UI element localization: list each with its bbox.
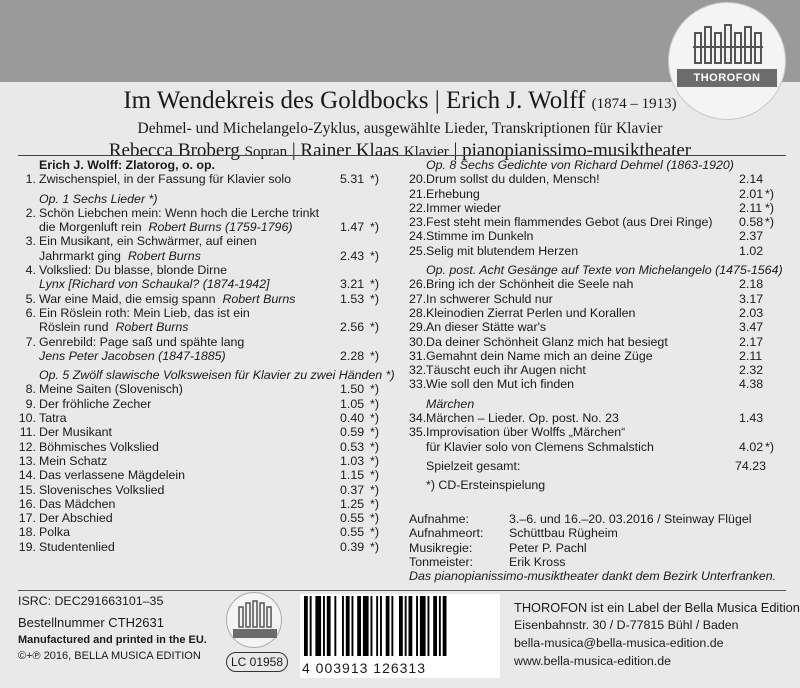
organ-pipes-icon [227,593,283,649]
track-row: 3. Ein Musikant, ein Schwärmer, auf einen [25,234,257,249]
barcode-number: 4 003913 126313 [302,660,426,676]
label-line-1: THOROFON ist ein Label der Bella Musica Edition [514,600,800,615]
subtitle: Dehmel- und Michelangelo-Zyklus, ausgewählte Lieder, Transkriptionen für Klavier [137,120,663,137]
track-row: 27. In schwerer Schuld nur 3.17 [409,291,764,306]
track-row-cont: Lynx [Richard von Schaukal? (1874-1942] 3.21 *) [39,277,379,292]
composer-dates: (1874 – 1913) [591,96,677,112]
section-heading: Op. 1 Sechs Lieder *) [39,191,158,206]
track-row: 18. Polka 0.55 *) [18,525,379,540]
track-row: 25. Selig mit blutendem Herzen 1.02 [409,243,764,258]
track-row: 20. Drum sollst du dulden, Mensch! 2.14 [409,172,764,187]
track-row: 14. Das verlassene Mägdelein 1.15 *) [18,468,379,483]
track-row: 10. Tatra 0.40 *) [18,411,379,426]
title-separator: | [434,87,440,114]
section-heading: Op. 8 Sechs Gedichte von Richard Dehmel (1863-1920) [426,158,734,172]
performer-1-role: Sopran [244,144,288,160]
album-title-line [0,86,800,119]
track-row-cont: Jens Peter Jacobsen (1847-1885) 2.28 *) [39,348,379,363]
track-row: 31. Gemahnt dein Name mich an deine Züge 2.11 [409,348,763,363]
track-row: 26. Bring ich der Schönheit die Seele nah 2.18 [409,277,764,292]
thorofon-small-logo [226,592,282,648]
label-code: LC 01958 [226,652,288,672]
track-row: 1. Zwischenspiel, in der Fassung für Klavier solo 5.31 *) [25,172,379,187]
performer-2-role: Klavier [403,144,449,160]
total-label: Spielzeit gesamt: [426,458,521,473]
track-row: 9. Der fröhliche Zecher 1.05 *) [25,396,379,411]
header-divider [18,155,786,156]
track-row: 17. Der Abschied 0.55 *) [18,511,379,526]
performer-separator: | [453,140,458,161]
label-website[interactable]: www.bella-musica-edition.de [514,654,672,668]
track-row: 4. Volkslied: Du blasse, blonde Dirne [25,263,228,278]
track-row: 11. Der Musikant 0.59 *) [19,425,379,440]
label-address: Eisenbahnstr. 30 / D-77815 Bühl / Baden [514,618,739,632]
track-row: 34. Märchen – Lieder. Op. post. No. 23 1.43 [409,411,764,426]
track-row: 33. Wie soll den Mut ich finden 4.38 [409,377,764,392]
track-row-cont: Jahrmarkt ging Robert Burns 2.43 *) [39,248,379,263]
footnote: *) CD-Ersteinspielung [426,478,546,493]
track-row-cont: Röslein rund Robert Burns 2.56 *) [39,320,379,335]
performer-1-name: Rebecca Broberg [108,140,240,161]
order-number: Bestellnummer CTH2631 [18,615,164,630]
track-row-cont: für Klavier solo von Clemens Schmalstich 4.02 *) [426,439,774,454]
logo-text: THOROFON [677,69,777,87]
title-block [0,86,800,164]
tracklist-right [409,158,789,493]
total-row [409,459,789,473]
track-row: 29. An dieser Stätte war's 3.47 [409,320,764,335]
organ-pipes-icon [691,23,765,67]
album-title: Im Wendekreis des Goldbocks [123,87,429,114]
track-row: 28. Kleinodien Zierrat Perlen und Korallen 2.03 [409,305,764,320]
barcode-bars [300,594,500,658]
ensemble-name: pianopianissimo-musiktheater [462,140,692,161]
manufacture-note: Manufactured and printed in the EU. [18,634,207,646]
track-row: 13. Mein Schatz 1.03 *) [18,453,379,468]
track-row: 32. Täuscht euch ihr Augen nicht 2.32 [409,363,764,378]
track-row: 22. Immer wieder 2.11 *) [409,200,774,215]
track-row: 23. Fest steht mein flammendes Gebot (aus Drei Ringe) 0.58 *) [409,215,774,230]
footer-divider [18,590,786,591]
tracklist-left [18,158,398,554]
track-row: 19. Studentenlied 0.39 *) [18,539,379,554]
track-row: 21. Erhebung 2.01 *) [409,186,774,201]
thanks-note: Das pianopianissimo-musiktheater dankt dem Bezirk Unterfranken. [409,569,777,584]
composer-name: Erich J. Wolff [445,87,586,114]
section-heading: Op. post. Acht Gesänge auf Texte von Michelangelo (1475-1564) [426,263,783,278]
track-row: 7. Genrebild: Page saß und spähte lang [25,334,245,349]
performer-2-name: Rainer Klaas [300,140,400,161]
track-row: 2. Schön Liebchen mein: Wenn hoch die Lerche trinkt [25,205,320,220]
track-row: 16. Das Mädchen 1.25 *) [18,496,379,511]
section-heading: Märchen [426,396,475,411]
section-heading: Op. 5 Zwölf slawische Volksweisen für Klavier zu zwei Händen *) [39,368,395,383]
track-row: 24. Stimme im Dunkeln 2.37 [409,229,764,244]
total-time: 74.23 [735,458,767,473]
track-row: 12. Böhmisches Volkslied 0.53 *) [18,439,379,454]
performer-separator: | [291,140,296,161]
label-email[interactable]: bella-musica@bella-musica-edition.de [514,636,724,650]
section-heading: Erich J. Wolff: Zlatorog, o. op. [39,158,215,172]
track-row: 8. Meine Saiten (Slovenisch) 1.50 *) [25,382,379,397]
track-row: 5. War eine Maid, die emsig spann Robert Burns 1.53 *) [25,291,379,306]
track-row: 6. Ein Röslein roth: Mein Lieb, das ist ein [25,305,250,320]
track-row: 15. Slovenisches Volkslied 0.37 *) [18,482,379,497]
copyright: ©+℗ 2016, BELLA MUSICA EDITION [18,650,201,662]
track-row: 30. Da deiner Schönheit Glanz mich hat besiegt 2.17 [409,334,764,349]
track-row: 35. Improvisation über Wolffs „Märchen“ [409,425,626,440]
track-row-cont: die Morgenluft rein Robert Burns (1759-1796) 1.47 *) [39,220,379,235]
isrc: ISRC: DEC291663101–35 [18,594,164,608]
